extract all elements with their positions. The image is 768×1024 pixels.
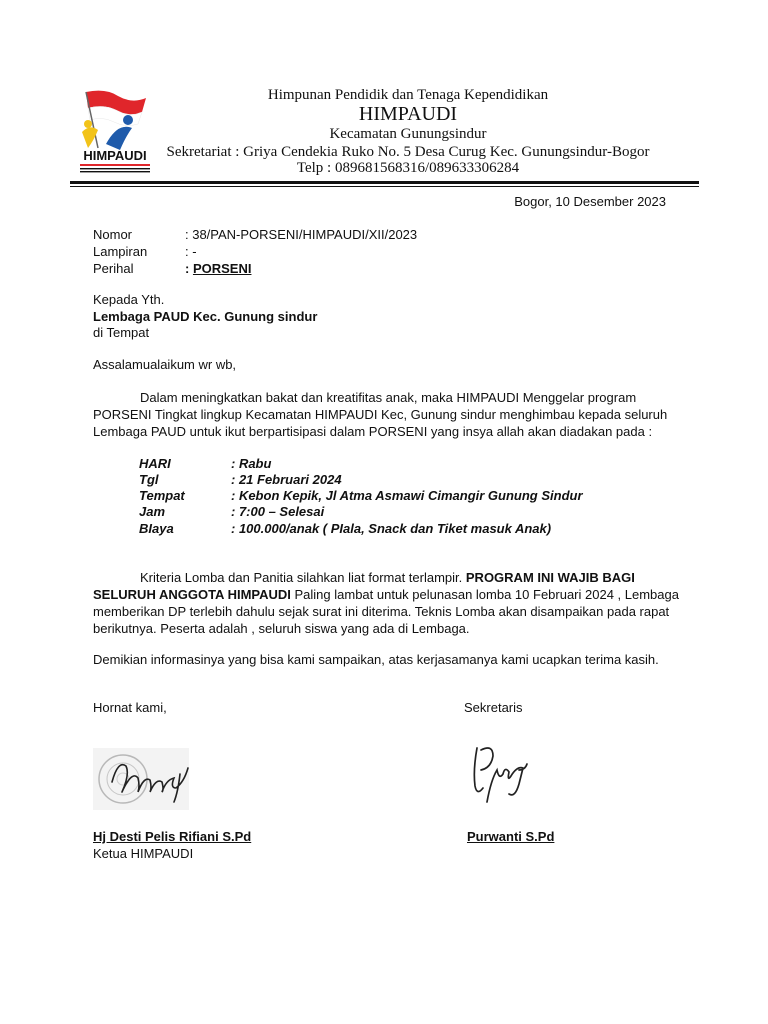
event-label-biaya: BIaya bbox=[139, 521, 174, 536]
mandatory-notice: PROGRAM INI WAJIB BAGI SELURUH ANGGOTA HIMPAUDI bbox=[93, 570, 635, 602]
greeting: Assalamualaikum wr wb, bbox=[93, 357, 237, 372]
meta-label-nomor: Nomor bbox=[93, 227, 133, 242]
recipient-salutation: Kepada Yth. bbox=[93, 292, 165, 307]
recipient-place: di Tempat bbox=[93, 325, 150, 340]
letterhead-rule-thick bbox=[70, 181, 699, 184]
logo-text: HIMPAUDI bbox=[83, 148, 147, 163]
org-full-name: Himpunan Pendidik dan Tenaga Kependidikan bbox=[267, 87, 549, 103]
event-label-jam: Jam bbox=[139, 504, 166, 519]
event-value-hari: : Rabu bbox=[231, 456, 272, 471]
secretariat-address: Sekretariat : Griya Cendekia Ruko No. 5 Desa Curug Kec. Gunungsindur-Bogor bbox=[166, 144, 650, 160]
sign-right-salutation: Sekretaris bbox=[464, 700, 523, 715]
recipient-name: Lembaga PAUD Kec. Gunung sindur bbox=[93, 309, 318, 324]
closing-paragraph: Demikian informasinya yang bisa kami sampaikan, atas kerjasamanya kami ucapkan terima kasih. bbox=[93, 652, 659, 667]
meta-value-perihal: : PORSENI bbox=[185, 261, 252, 276]
himpaudi-logo bbox=[76, 86, 154, 178]
sekretaris-signature bbox=[463, 740, 533, 810]
event-value-biaya: : 100.000/anak ( PIala, Snack dan Tiket masuk Anak) bbox=[231, 521, 552, 536]
event-label-tempat: Tempat bbox=[139, 488, 185, 503]
meta-label-lampiran: Lampiran bbox=[93, 244, 148, 259]
criteria-paragraph: Kriteria Lomba dan Panitia silahkan liat format terlampir. PROGRAM INI WAJIB BAGI SELURUH ANGGOTA HIMPAUDI Paling lambat untuk pelunasan lomba 10 Februari 2024 , Lembaga memberikan DP terlebih dahulu sejak surat ini diterima. Teknis Lomba akan disampaikan pada rapat berikutnya. Peserta adalah , seluruh siswa yang ada di Lembaga. bbox=[93, 570, 679, 636]
meta-value-lampiran: : - bbox=[185, 244, 197, 259]
event-label-tgl: Tgl bbox=[139, 472, 159, 487]
letterhead-rule-thin bbox=[70, 186, 699, 187]
ketua-name: Hj Desti Pelis Rifiani S.Pd bbox=[93, 829, 252, 844]
event-label-hari: HARI bbox=[139, 456, 171, 471]
org-name: HIMPAUDI bbox=[358, 103, 458, 125]
intro-paragraph: Dalam meningkatkan bakat dan kreatifitas anak, maka HIMPAUDI Menggelar program PORSENI Tingkat lingkup Kecamatan HIMPAUDI Kec, Gunung sindur menghimbau kepada seluruh Lembaga PAUD untuk ikut berpartisipasi dalam PORSENI yang insya allah akan diadakan pada : bbox=[93, 390, 668, 439]
event-value-jam: : 7:00 – Selesai bbox=[231, 504, 325, 519]
event-value-tempat: : Kebon Kepik, Jl Atma Asmawi Cimangir Gunung Sindur bbox=[231, 488, 583, 503]
event-value-tgl: : 21 Februari 2024 bbox=[231, 472, 342, 487]
meta-value-nomor: : 38/PAN-PORSENI/HIMPAUDI/XII/2023 bbox=[185, 227, 418, 242]
sign-left-salutation: Hornat kami, bbox=[93, 700, 167, 715]
sekretaris-name: Purwanti S.Pd bbox=[467, 829, 555, 844]
phone-numbers: Telp : 089681568316/089633306284 bbox=[296, 160, 520, 176]
ketua-signature bbox=[104, 752, 196, 804]
place-date: Bogor, 10 Desember 2023 bbox=[514, 194, 666, 209]
ketua-title: Ketua HIMPAUDI bbox=[93, 846, 194, 861]
meta-label-perihal: Perihal bbox=[93, 261, 134, 276]
subject-porseni: PORSENI bbox=[192, 261, 252, 276]
district-name: Kecamatan Gunungsindur bbox=[329, 126, 487, 142]
